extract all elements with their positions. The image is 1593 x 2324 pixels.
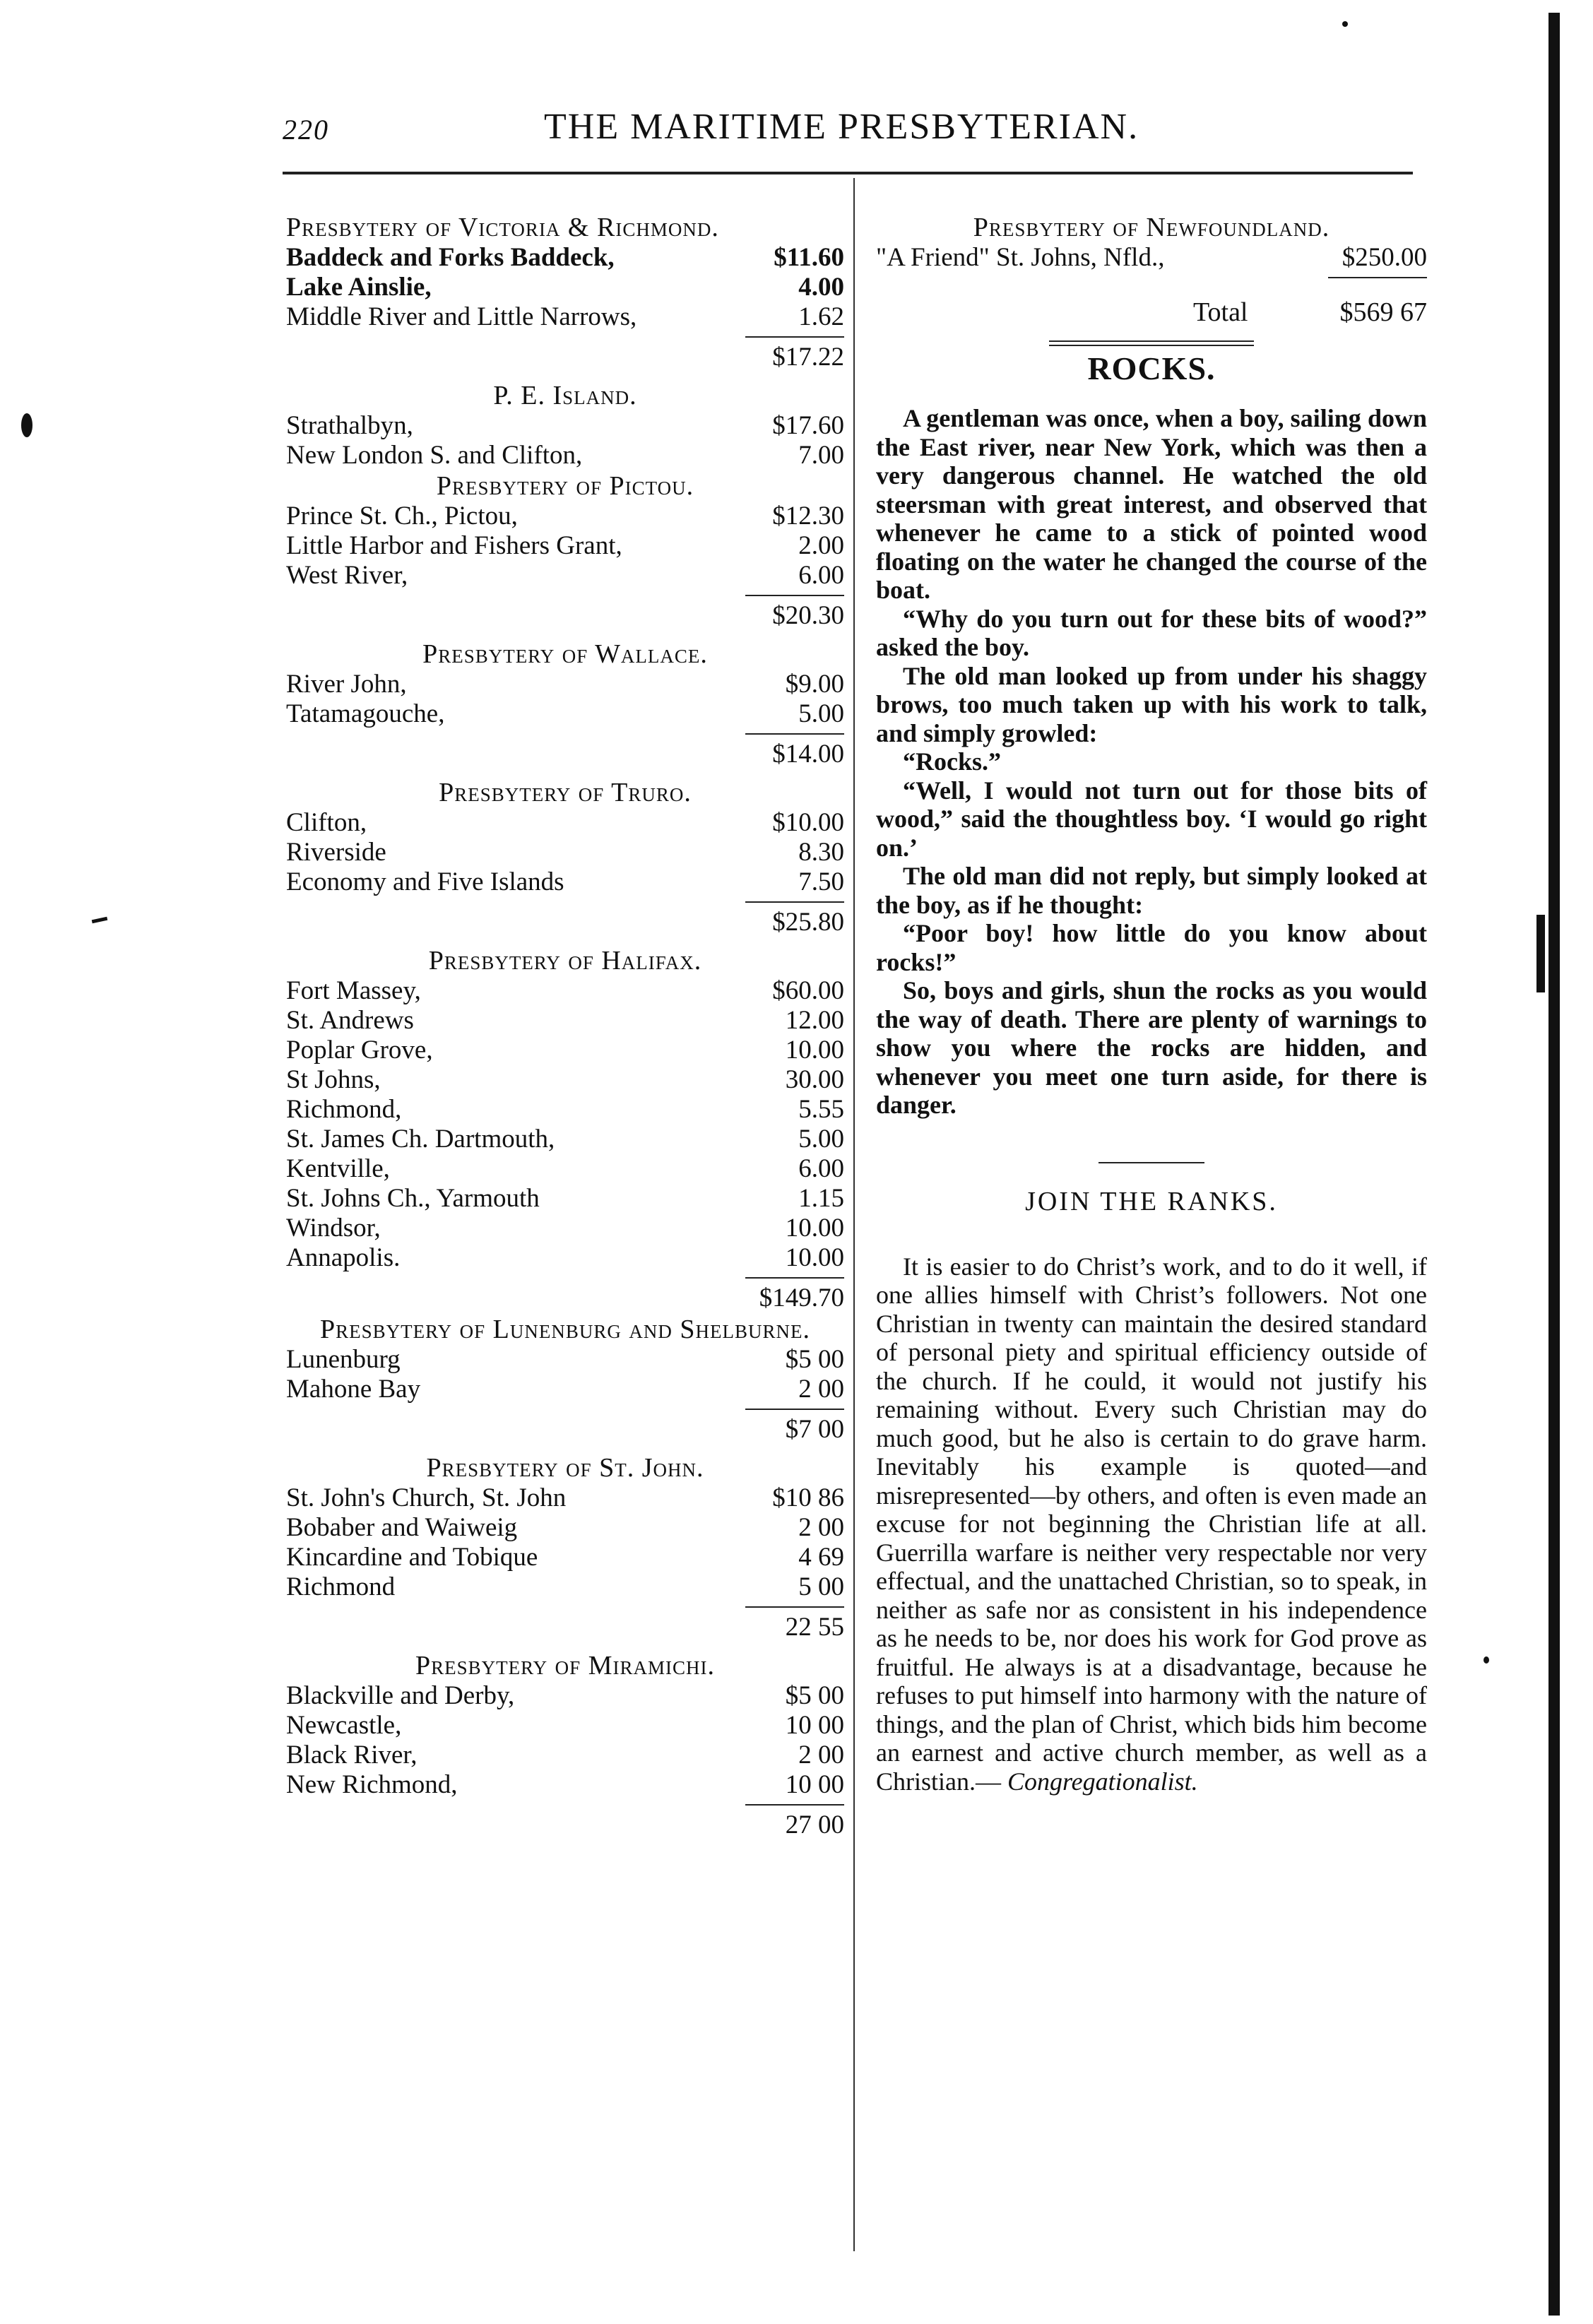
entry-row: Fort Massey, $60.00	[286, 976, 844, 1005]
divider-rule	[1049, 345, 1254, 346]
scan-edge-bar	[1548, 13, 1560, 2316]
article-paragraph: So, boys and girls, shun the rocks as you would the way of death. There are plenty of warnings to show you where the rocks are hidden, and whenever you meet one turn aside, for there is danger.	[876, 976, 1427, 1119]
entry-row: St. Johns Ch., Yarmouth 1.15	[286, 1184, 844, 1213]
entry-row: Tatamagouche, 5.00	[286, 699, 844, 728]
entry-row: Richmond 5 00	[286, 1572, 844, 1601]
entry-row: Poplar Grove, 10.00	[286, 1036, 844, 1065]
subtotal-rule	[745, 336, 844, 338]
entry-row: Baddeck and Forks Baddeck, $11.60	[286, 243, 844, 272]
subtotal: $20.30	[772, 601, 844, 630]
entry-row: Strathalbyn, $17.60	[286, 411, 844, 440]
article-credit: Congregationalist.	[1007, 1767, 1198, 1796]
entry-row: New Richmond, 10 00	[286, 1770, 844, 1799]
entry-row: St. Andrews 12.00	[286, 1006, 844, 1035]
entry-row: River John, $9.00	[286, 670, 844, 699]
article-paragraph	[876, 1252, 1427, 1796]
article-paragraph: “Why do you turn out for these bits of wood?” asked the boy.	[876, 604, 1427, 661]
entry-row: Black River, 2 00	[286, 1741, 844, 1769]
subtotal: 22 55	[785, 1613, 844, 1642]
article-title: ROCKS.	[1087, 350, 1216, 386]
article-paragraph: A gentleman was once, when a boy, sailing down the East river, near New York, which was then a very dangerous channel. He watched the old steersman with great interest, and observed that whenever he came to a stick of pointed wood floating on the water he changed the course of the boat.	[876, 404, 1427, 604]
subtotal-rule	[745, 733, 844, 735]
article-paragraph: “Poor boy! how little do you know about rocks!”	[876, 919, 1427, 976]
article-paragraph: “Well, I would not turn out for those bits of wood,” said the thoughtless boy. ‘I would go right on.’	[876, 776, 1427, 862]
entry-row: Clifton, $10.00	[286, 808, 844, 837]
section-heading: Presbytery of Truro.	[439, 778, 692, 807]
entry-row: New London S. and Clifton, 7.00	[286, 441, 844, 470]
section-heading: Presbytery of Victoria & Richmond.	[286, 213, 719, 242]
subtotal-rule	[1328, 277, 1427, 278]
header-rule	[283, 172, 1413, 174]
subtotal-rule	[745, 1277, 844, 1279]
article-paragraph: “Rocks.”	[903, 747, 1002, 776]
entry-row: Blackville and Derby, $5 00	[286, 1681, 844, 1710]
entry-row: "A Friend" St. Johns, Nfld., $250.00	[876, 243, 1427, 272]
subtotal-rule	[745, 1606, 844, 1608]
article-paragraph: The old man looked up from under his shaggy brows, too much taken up with his work to talk, and simply growled:	[876, 661, 1427, 747]
entry-row: Annapolis. 10.00	[286, 1243, 844, 1272]
entry-row: St Johns, 30.00	[286, 1065, 844, 1094]
subtotal-rule	[745, 1804, 844, 1806]
entry-row: St. John's Church, St. John $10 86	[286, 1483, 844, 1512]
article-paragraph: The old man did not reply, but simply looked at the boy, as if he thought:	[876, 862, 1427, 919]
section-heading: Presbytery of Miramichi.	[415, 1651, 715, 1680]
entry-row: Newcastle, 10 00	[286, 1711, 844, 1740]
entry-row: Kentville, 6.00	[286, 1154, 844, 1183]
margin-mark	[1536, 915, 1545, 992]
entry-row: Riverside 8.30	[286, 838, 844, 867]
section-heading: P. E. Island.	[493, 381, 637, 410]
subtotal: $7 00	[785, 1415, 844, 1444]
subtotal: $14.00	[772, 740, 844, 769]
entry-row: Mahone Bay 2 00	[286, 1375, 844, 1404]
section-heading: Presbytery of St. John.	[426, 1453, 704, 1483]
grand-total	[876, 297, 1427, 328]
subtotal-rule	[745, 901, 844, 903]
entry-row: Bobaber and Waiweig 2 00	[286, 1513, 844, 1542]
entry-row: Middle River and Little Narrows, 1.62	[286, 302, 844, 331]
section-heading: Presbytery of Pictou.	[436, 471, 694, 501]
entry-row: Lunenburg $5 00	[286, 1345, 844, 1374]
subtotal: $25.80	[772, 908, 844, 937]
divider-rule	[1098, 1162, 1204, 1163]
subtotal: 27 00	[785, 1810, 844, 1839]
entry-row: Prince St. Ch., Pictou, $12.30	[286, 502, 844, 530]
scan-speck	[21, 413, 32, 437]
page-number: 220	[283, 114, 329, 146]
total-amount: $569 67	[1339, 297, 1427, 327]
section-heading: Presbytery of Halifax.	[428, 946, 702, 976]
section-heading: Presbytery of Newfoundland.	[973, 213, 1330, 242]
running-title: THE MARITIME PRESBYTERIAN.	[544, 107, 1139, 147]
subtotal: $149.70	[759, 1283, 844, 1312]
section-heading: Presbytery of Wallace.	[422, 639, 708, 669]
entry-row: Richmond, 5.55	[286, 1095, 844, 1124]
section-heading: Presbytery of Lunenburg and Shelburne.	[319, 1315, 810, 1344]
entry-row: Lake Ainslie, 4.00	[286, 273, 844, 302]
entry-row: West River, 6.00	[286, 561, 844, 590]
entry-row: Economy and Five Islands 7.50	[286, 867, 844, 896]
entry-row: Kincardine and Tobique 4 69	[286, 1543, 844, 1572]
entry-row: Windsor, 10.00	[286, 1214, 844, 1243]
entry-row: Little Harbor and Fishers Grant, 2.00	[286, 531, 844, 560]
scan-speck	[1342, 21, 1348, 27]
paragraph-text: It is easier to do Christ’s work, and to do it well, if one allies himself with Christ’s followers. Not one Christian in twenty can maintain the desired standard of personal piety and spiritual efficiency outside of the church. If he could, it would not justify his remaining without. Every such Christian may do much good, but he also is certain to do grave harm. Inevitably his example is quoted—and misrepresented—by others, and often is even made an excuse for not beginning the Christian life at all. Guerrilla warfare is neither very respectable nor very effectual, and the unattached Christian, so to speak, in neither as safe nor as consistent in his independence as he needs to be, nor does his work for God prove as fruitful. He always is at a disadvantage, because he refuses to put himself into harmony with the nature of things, and the plan of Christ, which bids him become an earnest and active church member, as well as a Christian.—	[876, 1252, 1427, 1796]
column-divider	[853, 178, 855, 2251]
scan-speck	[1484, 1656, 1489, 1664]
right-column	[876, 212, 1427, 1796]
divider-rule	[1049, 340, 1254, 342]
entry-row: St. James Ch. Dartmouth, 5.00	[286, 1125, 844, 1154]
total-label: Total	[1192, 297, 1248, 327]
subtotal: $17.22	[772, 343, 844, 372]
scan-speck	[92, 917, 108, 923]
left-column	[286, 212, 844, 1841]
article-title: JOIN THE RANKS.	[1025, 1186, 1278, 1216]
subtotal-rule	[745, 1409, 844, 1410]
subtotal-rule	[745, 595, 844, 596]
page-header	[283, 106, 1413, 162]
